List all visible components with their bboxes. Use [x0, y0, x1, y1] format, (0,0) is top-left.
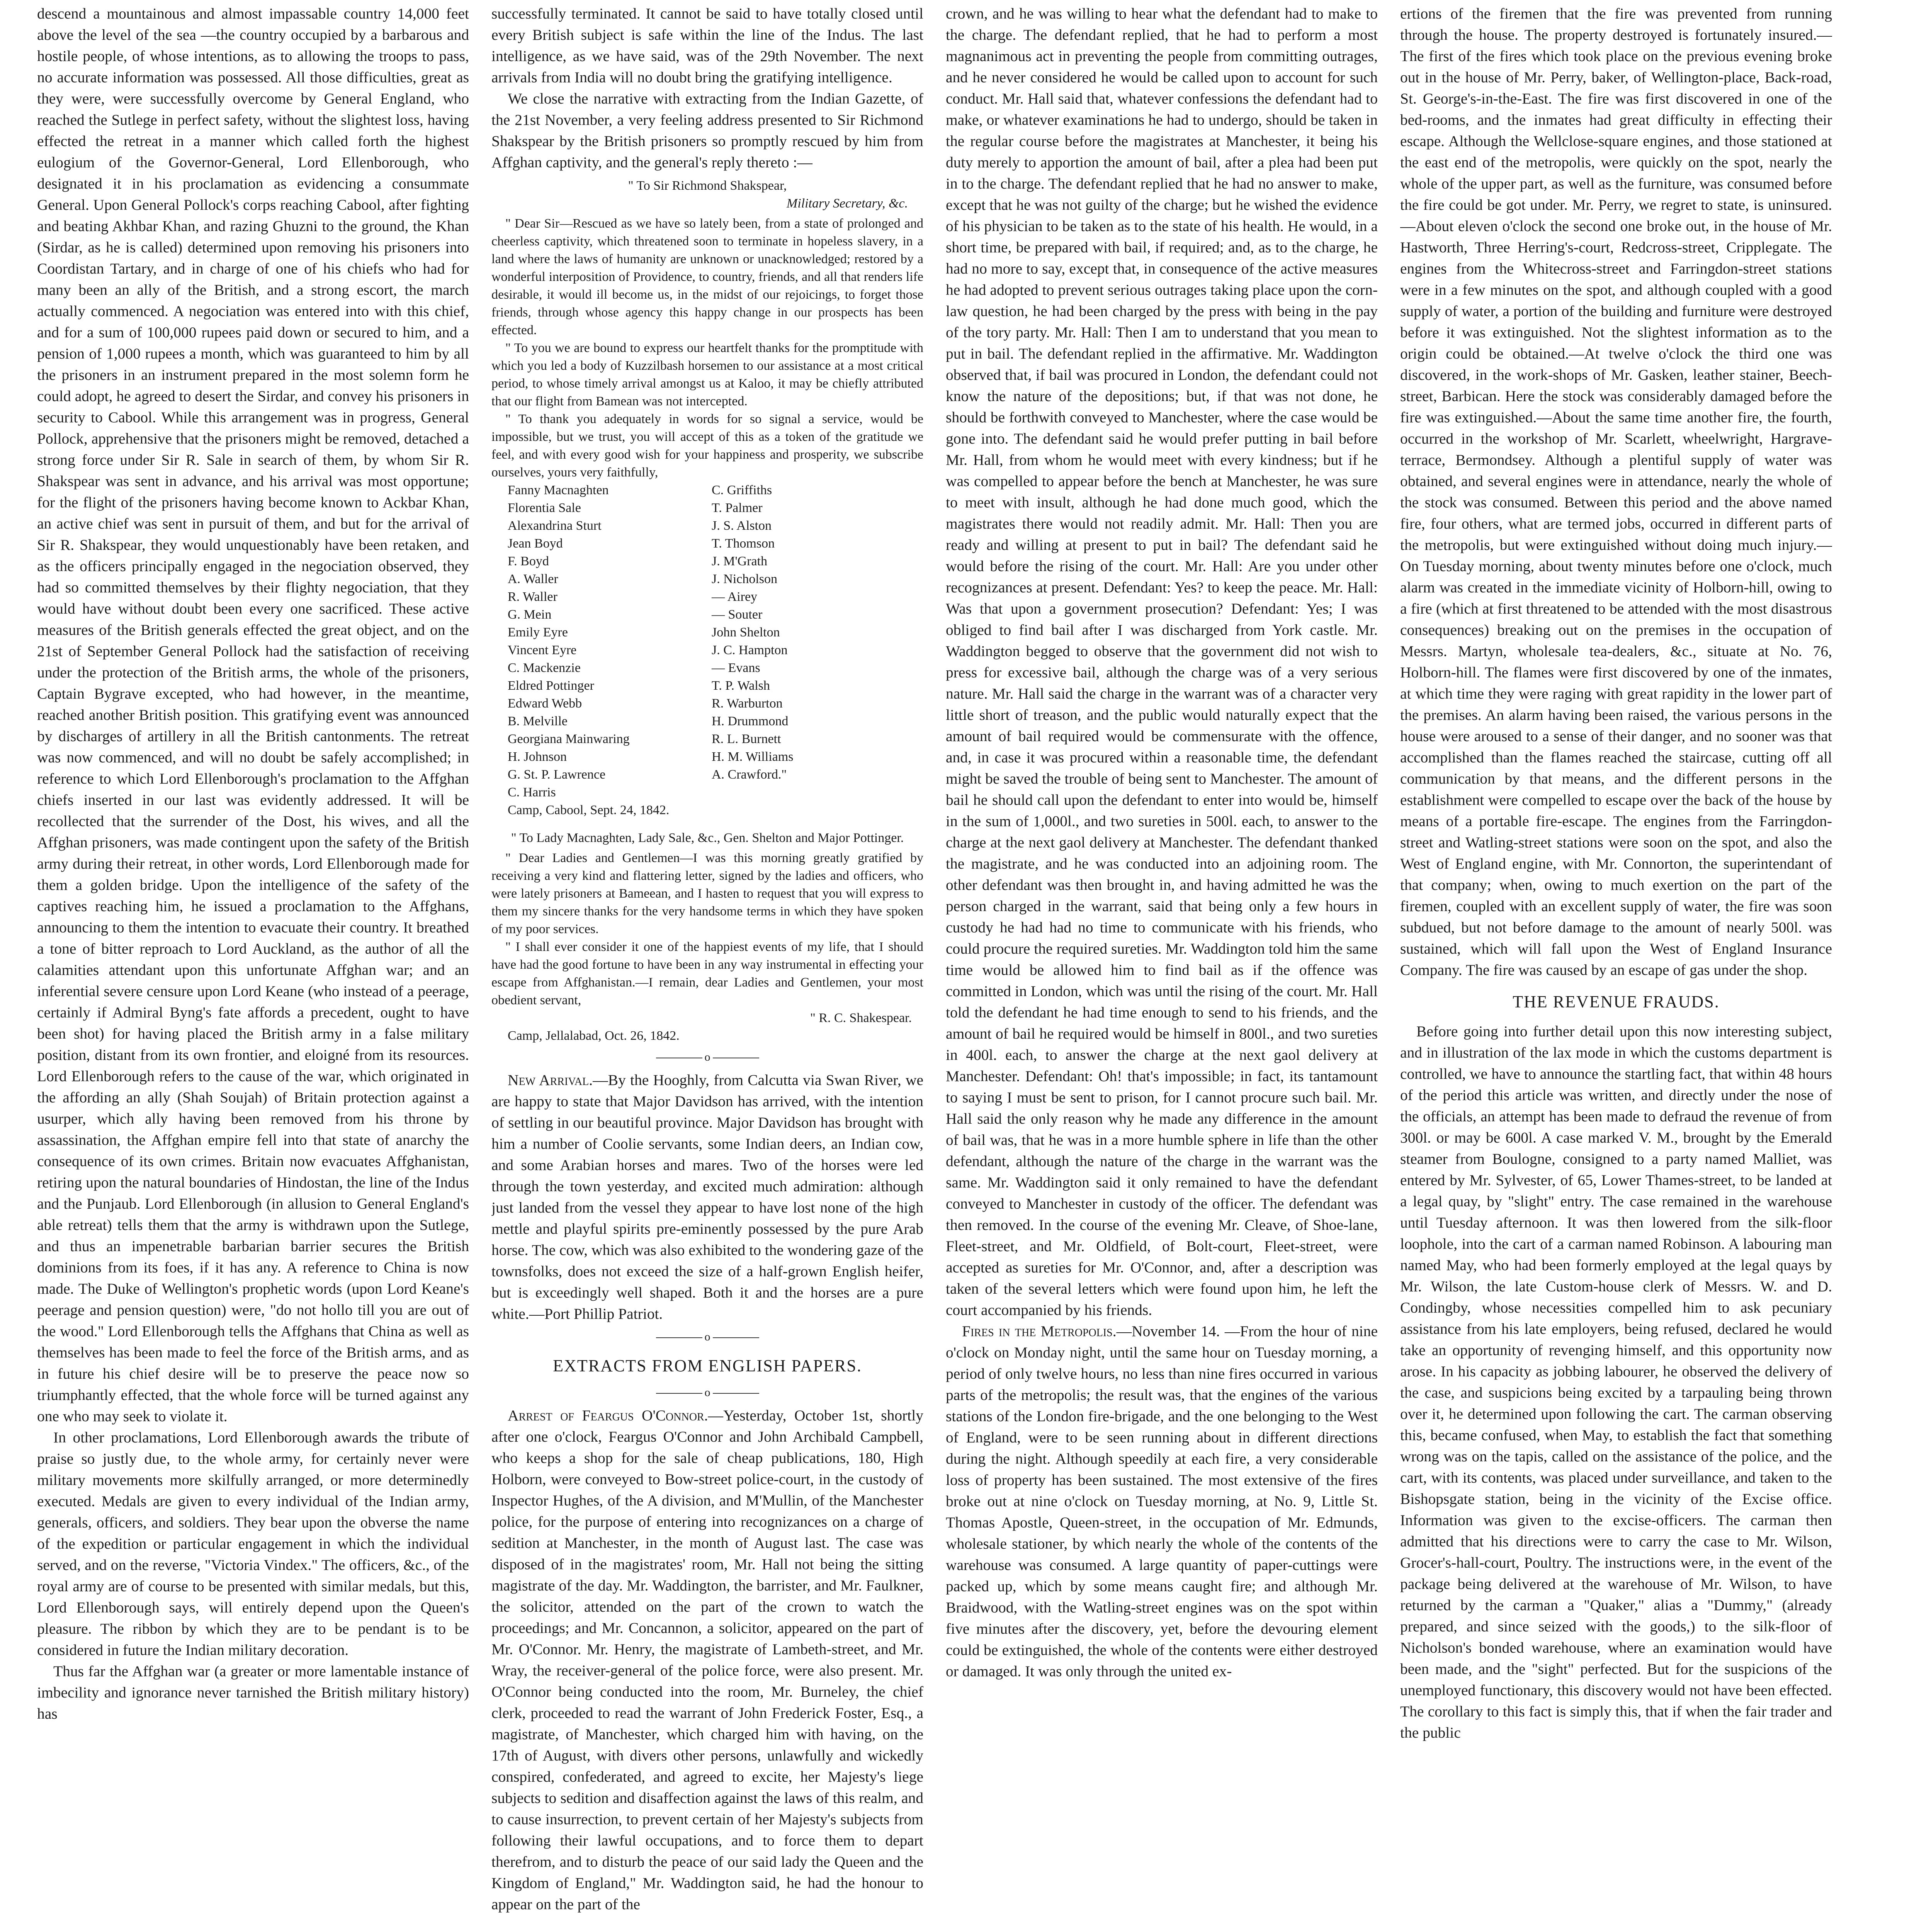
letter-paragraph: " To thank you adequately in words for so signal a service, would be impossible, but we trust, you will accept of this as a token of the gratitude we feel, and with every good wish for your happiness and prosperity, we subscribe ourselves, yours very faithfully,: [491, 412, 923, 480]
item-body: —November 14. —From the hour of nine o'clock on Monday night, until the same hour on Tuesday morning, a period of only twelve hours, no less than nine fires occurred in various parts of the metropolis; the result was, that the engines of the various stations of the London fire-brigade, and the one belonging to the West of England, were to be seen running about in different directions during the night. Although speedily at each fire, a very considerable loss of property has been sustained. The most extensive of the fires broke out at nine o'clock on Tuesday morning, at No. 9, Little St. Thomas Apostle, Queen-street, in the occupation of Mr. Edmunds, wholesale stationer, by which nearly the whole of the contents of the warehouse was consumed. A large quantity of paper-cuttings were packed up, which by some means caught fire; and although Mr. Braidwood, with the Watling-street engines was on the spot within five minutes after the discovery, yet, before the devouring element could be extinguished, the whole of the contents were either destroyed or damaged. It was only through the united ex-: [946, 1323, 1378, 1680]
letter-paragraph: " Dear Ladies and Gentlemen—I was this morning greatly gratified by receiving a very kind and flattering letter, signed by the ladies and officers, who were lately prisoners at Bameean, and I hasten to request that you will express to them my sincere thanks for the very handsome terms in which they have spoken of my poor services.: [491, 851, 923, 936]
letter-addressee-title: Military Secretary, &c.: [786, 196, 908, 211]
signatory-name: — Souter: [712, 607, 763, 622]
signatory-name: Eldred Pottinger: [508, 679, 594, 693]
signatory-name: Jean Boyd: [508, 536, 563, 551]
signatory-name: T. P. Walsh: [712, 679, 770, 693]
signatory-name: R. Warburton: [712, 696, 783, 711]
signatory-name: H. Drummond: [712, 714, 789, 728]
signatory-name: Emily Eyre: [508, 625, 568, 639]
article-text: [491, 1070, 923, 1325]
signatory-name: R. L. Burnett: [712, 732, 781, 746]
signatory-name: A. Waller: [508, 572, 558, 586]
signatory-name: [712, 784, 900, 801]
signatory-name: J. C. Hampton: [712, 643, 788, 657]
article-text: [946, 1321, 1378, 1682]
signatory-name: T. Thomson: [712, 536, 775, 551]
signatory-name: C. Mackenzie: [508, 661, 581, 675]
signatory-name: R. Waller: [508, 590, 558, 604]
signatory-name: J. S. Alston: [712, 519, 772, 533]
letter-addressee: " To Sir Richmond Shakspear,: [628, 179, 787, 193]
signatory-name: Alexandrina Sturt: [508, 519, 602, 533]
letter-address: [491, 829, 923, 847]
letter-address: [491, 177, 923, 213]
section-heading: EXTRACTS FROM ENGLISH PAPERS.: [553, 1356, 862, 1375]
signatory-name: A. Crawford.": [712, 767, 787, 782]
signatory-name: G. Mein: [508, 607, 552, 622]
item-lead: New Arrival.: [508, 1071, 593, 1088]
item-lead: Fires in the Metropolis.: [962, 1323, 1117, 1340]
signatory-name: B. Melville: [508, 714, 568, 728]
signatory-name: J. M'Grath: [712, 554, 768, 568]
letter-addressee: " To Lady Macnaghten, Lady Sale, &c., Gen. Shelton and Major Pottinger.: [511, 831, 904, 845]
letter-place-date: Camp, Cabool, Sept. 24, 1842.: [508, 803, 670, 817]
column-1: [37, 3, 469, 1932]
article-text: crown, and he was willing to hear what the defendant had to make to the charge. The defendant replied, that he had to perform a most magnanimous act in preventing the people from committing outrages, and he never considered he would be called upon to account for such conduct. Mr. Hall said that, whatever confessions the defendant had to make, or whatever examinations he had to undergo, should be taken in the regular course before the magistrates at Manchester, it being his duty merely to apportion the amount of bail, after a plea had been put in to the charge. The defendant replied that he had no answer to make, except that he was not guilty of the charge; but he wished the evidence of his physician to be taken as to the state of his health. He would, in a short time, be prepared with bail, if required; and, as to the charge, he had no more to say, except that, in consequence of the active measures he had adopted to prevent serious outrages taking place upon the corn-law question, he had been charged by the press with being in the pay of the tory party. Mr. Hall: Then I am to understand that you mean to put in bail. The defendant replied in the affirmative. Mr. Waddington observed that, if bail was procured in London, the defendant could not know the nature of the depositions; but, if that was not done, he should be forthwith conveyed to Manchester, where the case would be gone into. The defendant said he would prefer putting in bail before Mr. Hall, from whom he would meet with every kindness; but if he was compelled to appear before the bench at Manchester, he was sure to meet with insult, although he had done much good, which the magistrates there would not readily admit. Mr. Hall: Then you are ready and willing at present to put in bail? The defendant said he would before the rising of the court. Mr. Hall: Are you under other recognizances at present. Defendant: Yes? to keep the peace. Mr. Hall: Was that upon a government prosecution? Defendant: Yes; I was obliged to find bail after I was discharged from York castle. Mr. Waddington begged to observe that the government did not wish to press for excessive bail, although the charge was of a very serious nature. Mr. Hall said the charge in the warrant was of a character very little short of treason, and the public would naturally expect that the amount of bail required would be commensurate with the offence, and, in case it was procured within a reasonable time, the defendant might be saved the trouble of being sent to Manchester. The amount of bail he should call upon the defendant to enter into would be, himself in the sum of 1,000l., and two sureties in 500l. each, to answer to the charge at the next gaol delivery at Manchester. The defendant thanked the magistrate, and he was conducted into an adjoining room. The other defendant was then brought in, and having admitted he was the person charged in the warrant, said that being only a few hours in custody he had had no time to communicate with his friends, who could procure the required sureties. Mr. Waddington told him the same time would be allowed him to find bail as if the offence was committed in London, which was until the rising of the court. Mr. Hall told the defendant he had time enough to send to his friends, and the amount of bail he required would be himself in 800l., and two sureties in 400l. each, to answer the charge at the next gaol delivery at Manchester. Defendant: Oh! that's impossible; in fact, its tantamount to saying I must be sent to prison, for I cannot procure such bail. Mr. Hall said the only reason why he made any difference in the amount of bail was, that he was in a more humble sphere in life than the other defendant, although the nature of the charge in the warrant was the same. Mr. Waddington said it only remained to have the defendant conveyed to Manchester in custody of the officer. The defendant was then removed. In the course of the evening Mr. Cleave, of Shoe-lane, Fleet-street, and Mr. Oldfield, of Bolt-court, Fleet-street, were accepted as sureties for Mr. O'Connor, and, after a description was taken of the several letters which were found upon him, he left the court accompanied by his friends.: [946, 5, 1378, 1318]
signatory-name: G. St. P. Lawrence: [508, 767, 606, 782]
column-2: [491, 3, 923, 1932]
signatory-name: C. Harris: [508, 785, 556, 799]
signatory-name: John Shelton: [712, 625, 780, 639]
column-4: [1400, 3, 1832, 1932]
signatory-name: C. Griffiths: [712, 483, 772, 497]
signatory-name: — Airey: [712, 590, 758, 604]
signatory-name: Georgiana Mainwaring: [508, 732, 630, 746]
letter-paragraph: " Dear Sir—Rescued as we have so lately been, from a state of prolonged and cheerless captivity, which threatened soon to terminate in hopeless slavery, in a land where the laws of humanity are unknown or unacknowledged; restored by a wonderful interposition of Providence, to country, friends, and all that renders life desirable, it would ill become us, in the midst of our rejoicings, to forget those friends, through whose agency this happy change in our prospects has been effected.: [491, 216, 923, 337]
signatory-name: Edward Webb: [508, 696, 582, 711]
signatory-name: — Evans: [712, 661, 760, 675]
section-divider: o: [491, 1049, 923, 1065]
article-text: In other proclamations, Lord Ellenborough awards the tribute of praise so justly due, to the whole army, for certainly never were military movements more skilfully arranged, or more determinedly executed. Medals are given to every individual of the Indian army, generals, officers, and soldiers. They bear upon the obverse the name of the expedition or particular engagement in which the individual served, and on the reverse, "Victoria Vindex." The officers, &c., of the royal army are of course to be presented with similar medals, but this, Lord Ellenborough says, will entirely depend upon the Queen's pleasure. The ribbon by which they are to be pendant is to be considered in future the Indian military decoration.: [37, 1429, 469, 1658]
signatory-name: H. M. Williams: [712, 750, 794, 764]
section-divider: o: [491, 1329, 923, 1345]
letter-signature: " R. C. Shakespear.: [810, 1011, 912, 1025]
letter-paragraph: " I shall ever consider it one of the happiest events of my life, that I should have had the good fortune to have been in any way instrumental in effecting your escape from Affghanistan.—I remain, dear Ladies and Gentlemen, your most obedient servant,: [491, 940, 923, 1007]
article-text: [491, 1405, 923, 1915]
article-text: Before going into further detail upon this now interesting subject, and in illustration of the lax mode in which the customs department is controlled, we have to announce the startling fact, that within 48 hours of the period this article was written, and directly under the nose of the officials, an attempt has been made to defraud the revenue of from 300l. or may be 600l. A case marked V. M., brought by the Emerald steamer from Boulogne, consigned to a party named Malliet, was entered by Mr. Sylvester, of 65, Lower Thames-street, to be landed at a legal quay, by "slight" entry. The case remained in the warehouse until Tuesday afternoon. It was then lowered from the silk-floor loophole, into the cart of a carman named Robinson. A labouring man named May, who had been formerly employed at the legal quays by Mr. Wilson, the late Custom-house clerk of Messrs. W. and D. Condingby, whose necessities compelled him to ask pecuniary assistance from his late employers, being refused, declared he would take an opportunity of revenging himself, and this opportunity now arose. In his capacity as jobbing labourer, he observed the delivery of the case, and suspicions being excited by a tarpauling being thrown over it, he determined upon following the cart. The carman observing this, became confused, when May, to establish the fact that something wrong was on the tapis, called on the assistance of the police, and the cart, with its contents, was placed under surveillance, and taken to the Bishopsgate station, being in the vicinity of the Excise office. Information was given to the excise-officers. The carman then admitted that his directions were to carry the case to Mr. Wilson, Grocer's-hall-court, Poultry. The instructions were, in the event of the package being delivered at the warehouse of Mr. Wilson, to have returned by the carman a "Quaker," alias a "Dummy," (already prepared, and since seized with the goods,) to the silk-floor of Nicholson's bonded warehouse, where an examination would have been made, and the "sight" perfected. But for the suspicions of the unemployed functionary, this discovery would not have been effected. The corollary to this fact is simply this, that if when the fair trader and the public: [1400, 1023, 1832, 1741]
letter-place-date: Camp, Jellalabad, Oct. 26, 1842.: [508, 1029, 680, 1043]
article-text: We close the narrative with extracting from the Indian Gazette, of the 21st November, a very feeling address presented to Sir Richmond Shakspear by the British prisoners so promptly rescued by him from Affghan captivity, and the general's reply thereto :—: [491, 90, 923, 171]
article-text: Thus far the Affghan war (a greater or more lamentable instance of imbecility and ignorance never tarnished the British military history) has: [37, 1663, 469, 1722]
signatories-list: [491, 481, 923, 801]
item-body: —By the Hooghly, from Calcutta via Swan River, we are happy to state that Major Davidson has arrived, with the intention of settling in our beautiful province. Major Davidson has brought with him a number of Coolie servants, some Indian deers, an Indian cow, and some Arabian horses and mares. Two of the horses were led through the town yesterday, and excited much admiration: although just landed from the vessel they appear to have lost none of the high mettle and playful spirits pre-eminently possessed by the pure Arab horse. The cow, which was also exhibited to the wondering gaze of the townsfolks, does not exceed the size of a half-grown English heifer, but is exceedingly well shaped. Both it and the horses are a pure white.—Port Phillip Patriot.: [491, 1071, 923, 1322]
column-3: [946, 3, 1378, 1932]
signatory-name: T. Palmer: [712, 501, 763, 515]
article-text: successfully terminated. It cannot be said to have totally closed until every British subject is safe within the line of the Indus. The last intelligence, as we have said, was of the 29th November. The next arrivals from India will no doubt bring the gratifying intelligence.: [491, 5, 923, 86]
signatory-name: Fanny Macnaghten: [508, 483, 609, 497]
item-lead: Arrest of Feargus O'Connor.: [508, 1407, 708, 1424]
signatory-name: Vincent Eyre: [508, 643, 577, 657]
section-heading: THE REVENUE FRAUDS.: [1513, 992, 1720, 1011]
letter-paragraph: " To you we are bound to express our heartfelt thanks for the promptitude with which you led a body of Kuzzilbash horsemen to our assistance at a most critical period, to whose timely arrival amongst us at Kaloo, it may be chiefly attributed that our flight from Bamean was not intercepted.: [491, 341, 923, 408]
newspaper-page: [37, 3, 1892, 1932]
signatory-name: Florentia Sale: [508, 501, 581, 515]
item-body: —Yesterday, October 1st, shortly after one o'clock, Feargus O'Connor and John Archibald Campbell, who keeps a shop for the sale of cheap publications, 180, High Holborn, were conveyed to Bow-street police-court, in the custody of Inspector Hughes, of the A division, and M'Mullin, of the Manchester police, for the purpose of entering into recognizances on a charge of sedition at Manchester, in the month of August last. The case was disposed of in the magistrates' room, Mr. Hall not being the sitting magistrate of the day. Mr. Waddington, the barrister, and Mr. Faulkner, the solicitor, attended on the part of the crown to watch the proceedings; and Mr. Concannon, a solicitor, appeared on the part of Mr. O'Connor. Mr. Henry, the magistrate of Lambeth-street, and Mr. Wray, the receiver-general of the police force, were also present. Mr. O'Connor being conducted into the room, Mr. Burneley, the chief clerk, proceeded to read the warrant of John Frederick Foster, Esq., a magistrate, of Manchester, which charged him with having, on the 17th of August, with divers other persons, unlawfully and wickedly conspired, confederated, and agreed to excite, her Majesty's liege subjects to sedition and disaffection against the laws of this realm, and to cause insurrection, to prevent certain of her Majesty's subjects from following their lawful occupations, and to force them to depart therefrom, and to disturb the peace of our said lady the Queen and the Kingdom of England," Mr. Waddington said, he had the honour to appear on the part of the: [491, 1407, 923, 1913]
signatory-name: J. Nicholson: [712, 572, 777, 586]
signatory-name: H. Johnson: [508, 750, 567, 764]
article-text: descend a mountainous and almost impassable country 14,000 feet above the level of the sea —the country occupied by a barbarous and hostile people, of whose intentions, as to allowing the troops to pass, no accurate information was possessed. All those difficulties, great as they were, were successfully overcome by General England, who reached the Sutlege in perfect safety, without the slightest loss, having effected the retreat in a manner which called forth the highest eulogium of the Governor-General, Lord Ellenborough, who designated it in his proclamation as evidencing a consummate General. Upon General Pollock's corps reaching Cabool, after fighting and beating Akhbar Khan, and razing Ghuzni to the ground, the Khan (Sirdar, as he is called) determined upon removing his prisoners into Coordistan Tartary, and in charge of one of his chiefs who had for many been an ally of the British, and a strong escort, the march actually commenced. A negociation was entered into with this chief, and for a sum of 100,000 rupees paid down or secured to him, and a pension of 1,000 rupees a month, which was guaranteed to him by all the prisoners in an instrument prepared in the most solemn form he could adopt, he agreed to desert the Sirdar, and convey his prisoners in security to Cabool. While this arrangement was in progress, General Pollock, apprehensive that the prisoners might be removed, detached a strong force under Sir R. Sale in search of them, by whom Sir R. Shakspear was sent in advance, and his arrival was most opportune; for the flight of the prisoners having become known to Ackbar Khan, an active chief was sent in pursuit of them, and but for the arrival of Sir R. Shakspear, they would unquestionably have been retaken, and as the officers principally engaged in the negociation observed, they had so committed themselves by their flighty negociation, that they would have without doubt been every one sacrificed. These active measures of the British generals effected the great object, and on the 21st of September General Pollock had the satisfaction of receiving under the protection of the British arms, the whole of the prisoners, Captain Bygrave excepted, who had however, in the meantime, reached another British position. This gratifying event was announced by discharges of artillery in all the British cantonments. The retreat was now commenced, and will no doubt be safely accomplished; in reference to which Lord Ellenborough's proclamation to the Affghan chiefs inserted in our last was evidently addressed. It will be recollected that the surrender of the Dost, his wives, and all the Affghan prisoners, was made contingent upon the safety of the British army during their retreat, in other words, Lord Ellenborough made for them a golden bridge. Upon the intelligence of the safety of the captives reaching him, he issued a proclamation to the Affghans, announcing to them the intention to evacuate their country. It breathed a tone of bitter reproach to Lord Auckland, as the author of all the calamities attendant upon this unfortunate Affghan war; and an inferential severe censure upon Lord Keane (who instead of a peerage, certainly if Admiral Byng's fate affords a precedent, ought to have been shot) for having placed the British army in a false military position, distant from its own frontier, and eloigné from its resources. Lord Ellenborough refers to the cause of the war, which originated in the affording an ally (Shah Soujah) of Britain protection against a usurper, which ally having been removed from his throne by assassination, the Affghan empire fell into that state of anarchy the consequence of its own crimes. Britain now evacuates Affghanistan, retiring upon the natural boundaries of Hindostan, the line of the Indus and the Punjaub. Lord Ellenborough (in allusion to General England's able retreat) tells them that the army is withdrawn upon the Sutlege, and thus an impenetrable barbarian barrier secures the British dominions from its foes, if it has any. A reference to China is now made. The Duke of Wellington's prophetic words (upon Lord Keane's peerage and pension question) were, "do not hollo till you are out of the wood." Lord Ellenborough tells the Affghans that China as well as themselves has been made to feel the force of the British arms, and as in future his chief desire will be to preserve the peace now so triumphantly effected, that the whole force will be turned against any one who may seek to violate it.: [37, 5, 469, 1425]
section-divider: o: [491, 1385, 923, 1400]
article-text: ertions of the firemen that the fire was prevented from running through the house. The property destroyed is fortunately insured.—The first of the fires which took place on the previous evening broke out in the house of Mr. Perry, baker, of Wellington-place, Back-road, St. George's-in-the-East. The fire was first discovered in one of the bed-rooms, and the inmates had great difficulty in effecting their escape. Although the Wellclose-square engines, and those stationed at the east end of the metropolis, were quickly on the spot, nearly the whole of the upper part, as well as the furniture, was consumed before the fire could be got under. Mr. Perry, we regret to state, is uninsured.—About eleven o'clock the second one broke out, in the house of Mr. Hastworth, Three Herring's-court, Redcross-street, Cripplegate. The engines from the Whitecross-street and Farringdon-street stations were in a few minutes on the spot, and although coupled with a good supply of water, a portion of the building and furniture were destroyed before it was extinguished. Not the slightest information as to the origin could be obtained.—At twelve o'clock the third one was discovered, in the work-shops of Mr. Gasken, leather stainer, Beech-street, Barbican. Here the stock was considerably damaged before the fire was extinguished.—About the same time another fire, the fourth, occurred in the workshop of Mr. Scarlett, wheelwright, Hargrave-terrace, Bermondsey. Although a plentiful supply of water was obtained, and several engines were in attendance, nearly the whole of the stock was consumed. Between this period and the above named fire, four others, what are termed jobs, occurred in different parts of the metropolis, but were extinguished without doing much injury.—On Tuesday morning, about twenty minutes before one o'clock, much alarm was created in the immediate vicinity of Holborn-hill, owing to a fire (which at first threatened to be attended with the most disastrous consequences) breaking out on the premises in the occupation of Messrs. Martyn, wholesale tea-dealers, &c., situate at No. 76, Holborn-hill. The flames were first discovered by one of the inmates, at which time they were raging with great rapidity in the lower part of the premises. An alarm having been raised, the various persons in the house were aroused to a sense of their danger, and no sooner was that accomplished than the flames reached the staircase, cutting off all communication by that means, and the different persons in the establishment were compelled to escape over the back of the house by means of a portable fire-escape. The engines from the Farringdon-street and Watling-street stations were soon on the spot, and also the West of England engine, with Mr. Connorton, the superintendant of that company; when, owing to much exertion on the part of the firemen, coupled with an excellent supply of water, the fire was soon subdued, but not before damage to the amount of nearly 500l. was sustained, which will fall upon the West of England Insurance Company. The fire was caused by an escape of gas under the shop.: [1400, 5, 1832, 978]
signatory-name: F. Boyd: [508, 554, 549, 568]
